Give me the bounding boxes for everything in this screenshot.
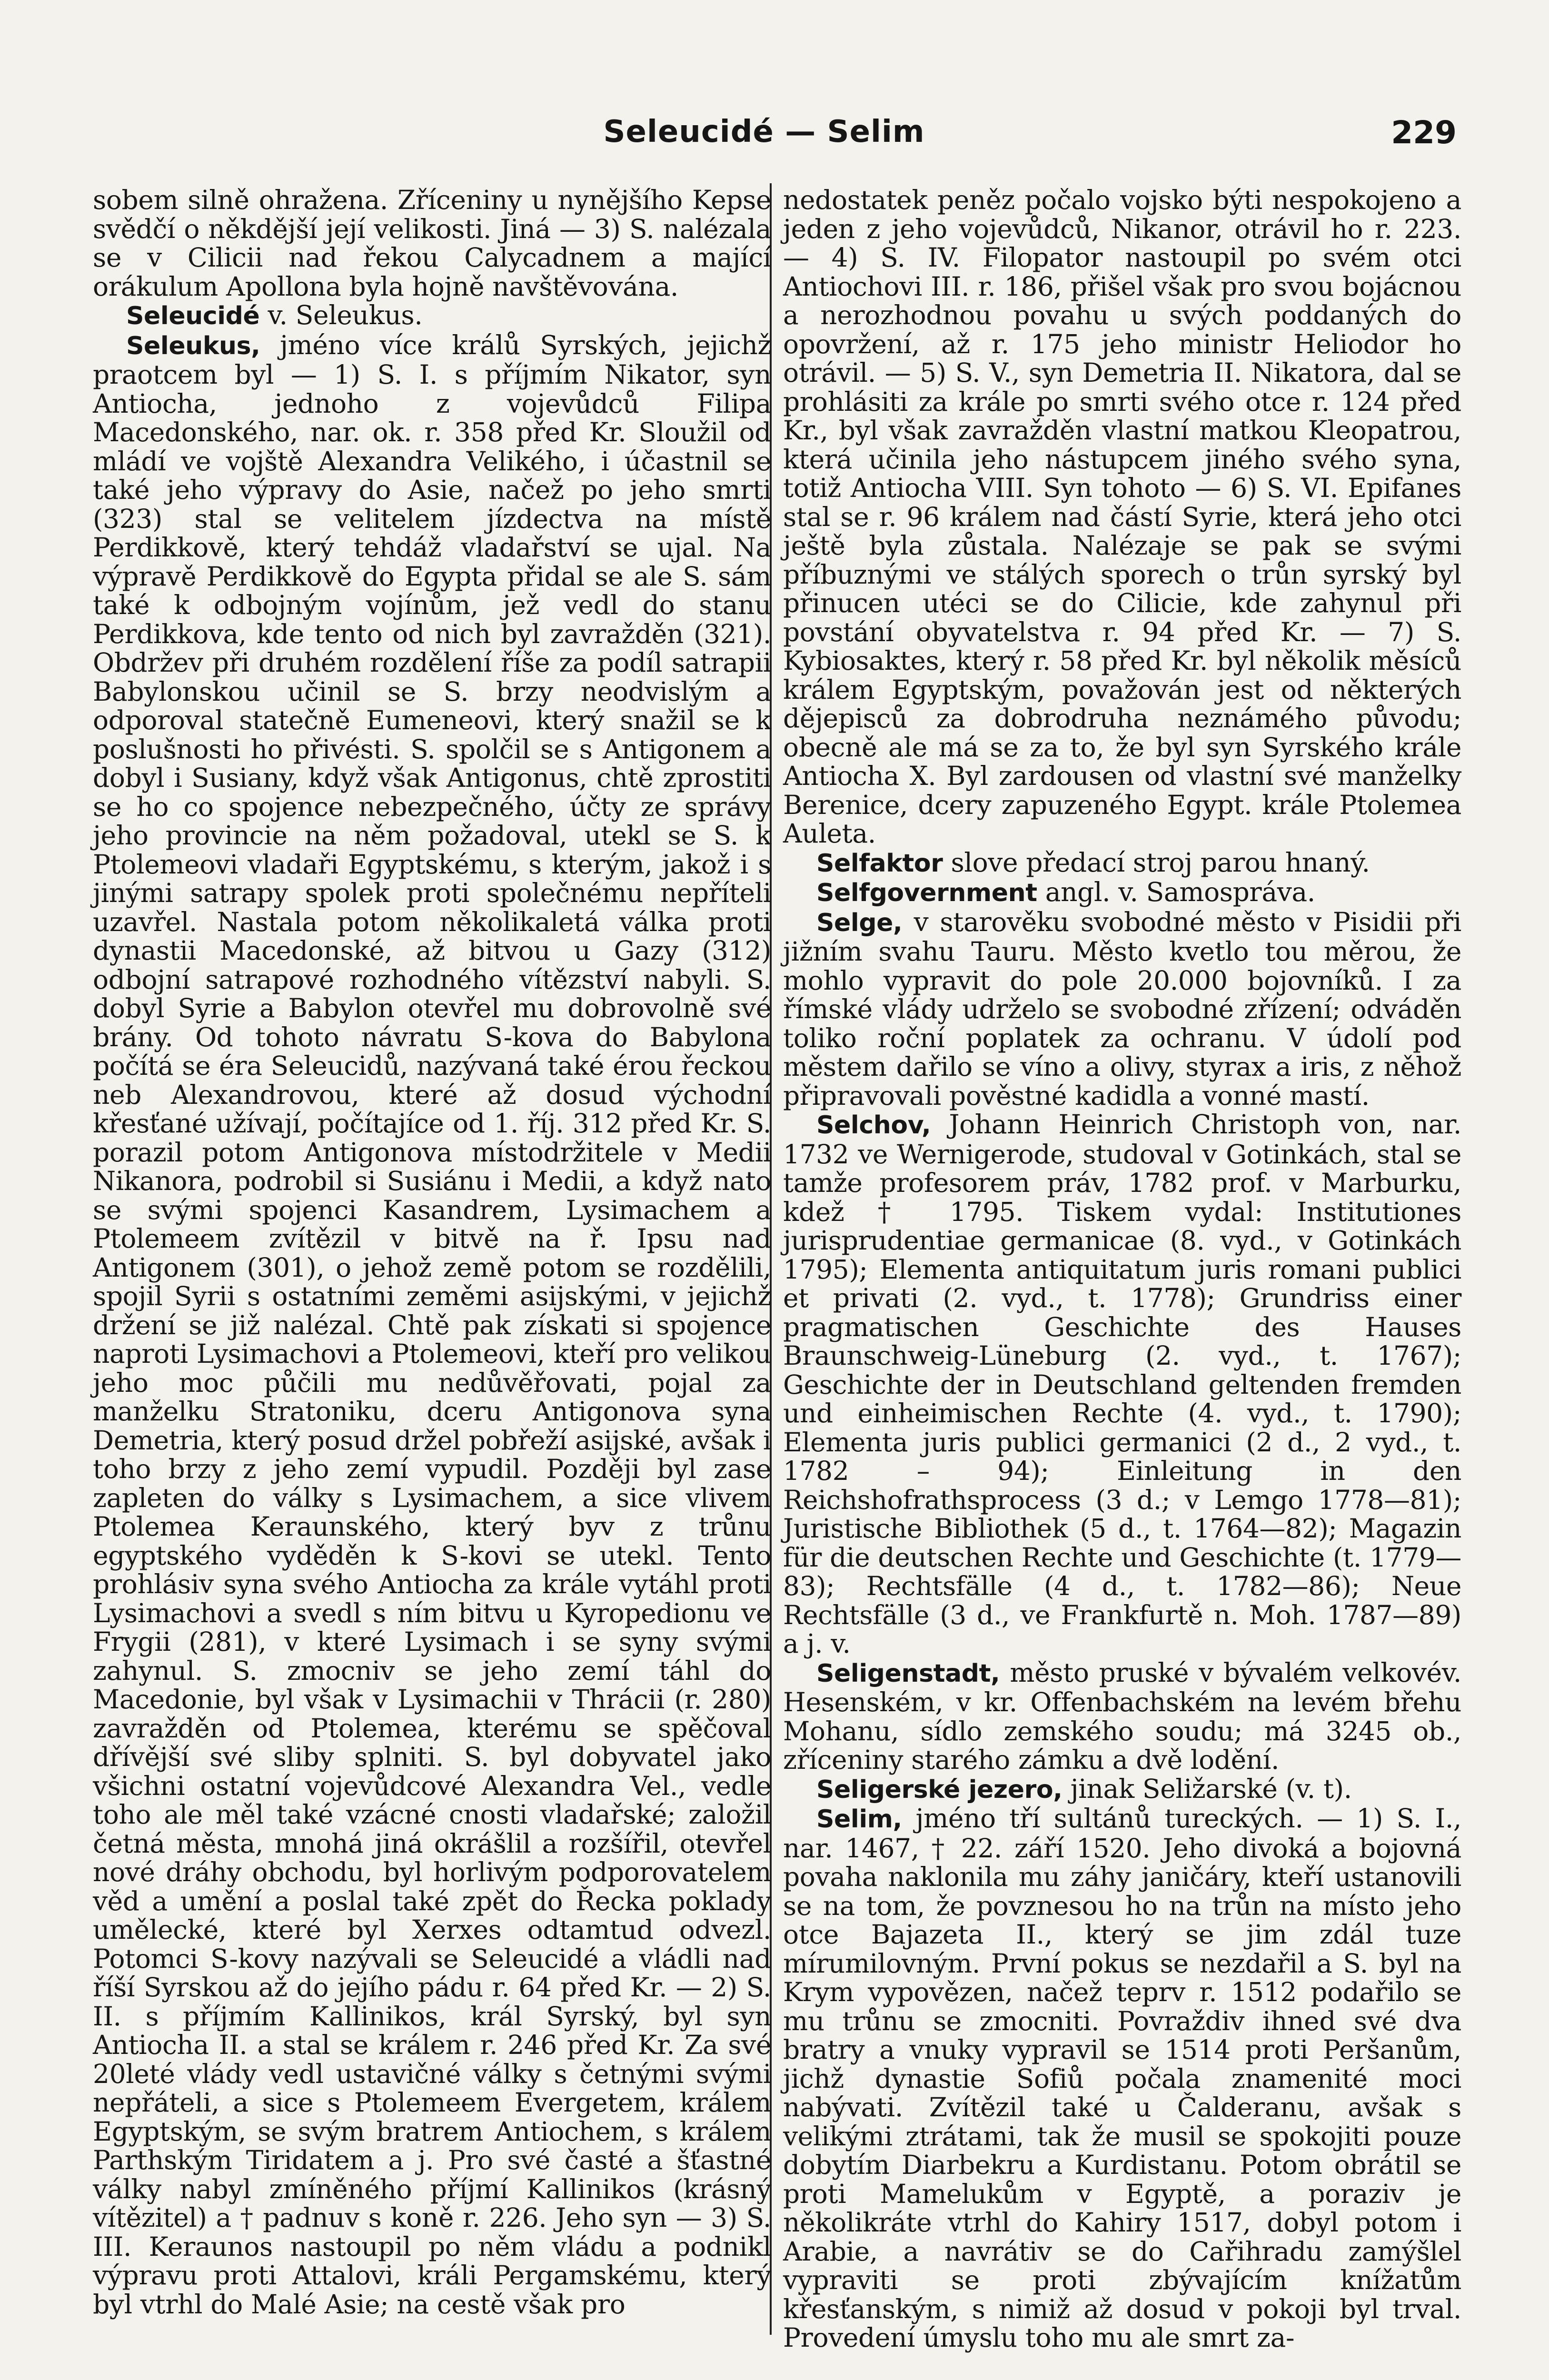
entry [783,1804,1461,2352]
entry [93,186,771,301]
entry-text: sobem silně ohražena. Zříceniny u nynějšího Kepse svědčí o někdější její velikosti. Jiná — 3) S. nalézala se v Cilicii nad řekou Calycadnem a mající orákulum Apollona byla hojně navštěvována. [93,185,771,302]
entry [783,1110,1461,1658]
entry-text: město pruské v bývalém velkovév. Hesenském, v kr. Offenbachském na levém břehu Mohanu, sídlo zemského soudu; má 3245 ob., zříceniny starého zámku a dvě lodění. [783,1657,1461,1775]
entry-text: jméno více králů Syrských, jejichž praotcem byl — 1) S. I. s příjmím Nikator, syn Antiocha, jednoho z vojevůdců Filipa Macedonského, nar. ok. r. 358 před Kr. Sloužil od mládí ve vojště Alexandra Velikého, i účastnil se také jeho výpravy do Asie, načež po jeho smrti (323) stal se velitelem jízdectva na místě Perdikkově, který tehdáž vladařství se ujal. Na výpravě Perdikkově do Egypta přidal se ale S. sám také k odbojným vojínům, jež vedl do stanu Perdikkova, kde tento od nich byl zavražděn (321). Obdržev při druhém rozdělení říše za podíl satrapii Babylonskou učinil se S. brzy neodvislým a odporoval statečně Eumeneovi, který snažil se k poslušnosti ho přivésti. S. spolčil se s Antigonem a dobyl i Susiany, když však Antigonus, chtě zprostiti se ho co spojence nebezpečného, účty ze správy jeho provincie na něm požadoval, utekl se S. k Ptolemeovi vladaři Egyptskému, s kterým, jakož i s jinými satrapy spolek proti společnému nepříteli uzavřel. Nastala potom několikaletá válka proti dynastii Macedonské, až bitvou u Gazy (312) odbojní satrapové rozhodného vítězství nabyli. S. dobyl Syrie a Babylon otevřel mu dobrovolně své brány. Od tohoto návratu S-kova do Babylona počítá se éra Seleucidů, nazývaná také érou řeckou neb Alexandrovou, které až dosud východní křesťané užívají, počítajíce od 1. říj. 312 před Kr. S. porazil potom Antigonova místodržitele v Medii Nikanora, podrobil si Susiánu i Medii, a když nato se svými spojenci Kasandrem, Lysimachem a Ptolemeem zvítězil v bitvě na ř. Ipsu nad Antigonem (301), o jehož země potom se rozdělili, spojil Syrii s ostatními zeměmi asijskými, v jejichž držení se již nalézal. Chtě pak získati si spojence naproti Lysimachovi a Ptolemeovi, kteří pro velikou jeho moc půčili mu nedůvěřovati, pojal za manželku Stratoniku, dceru Antigonova syna Demetria, který posud držel pobřeží asijské, avšak i toho brzy z jeho zemí vypudil. Později byl zase zapleten do války s Lysimachem, a sice vlivem Ptolemea Keraunského, který byv z trůnu egyptského vyděděn k S-kovi se utekl. Tento prohlásiv syna svého Antiocha za krále vytáhl proti Lysimachovi a svedl s ním bitvu u Kyropedionu ve Frygii (281), v které Lysimach i se syny svými zahynul. S. zmocniv se jeho zemí táhl do Macedonie, byl však v Lysimachii v Thrácii (r. 280) zavražděn od Ptolemea, kterému se spěčoval dřívější své sliby splniti. S. byl dobyvatel jako všichni ostatní vojevůdcové Alexandra Vel., vedle toho ale měl také vzácné cnosti vladařské; založil četná města, mnohá jiná okrášlil a rozšířil, otevřel nové dráhy obchodu, byl horlivým podporovatelem věd a umění a poslal také zpět do Řecka poklady umělecké, které byl Xerxes odtamtud odvezl. Potomci S-kovy nazývali se Seleucidé a vládli nad říší Syrskou až do jejího pádu r. 64 před Kr. — 2) S. II. s příjmím Kallinikos, král Syrský, byl syn Antiocha II. a stal se králem r. 246 před Kr. Za své 20leté vlády vedl ustavičné války s četnými svými nepřáteli, a sice s Ptolemeem Evergetem, králem Egyptským, se svým bratrem Antiochem, s králem Parthským Tiridatem a j. Pro své časté a šťastné války nabyl zmíněného příjmí Kallinikos (krásný vítězitel) a † padnuv s koně r. 226. Jeho syn — 3) S. III. Keraunos nastoupil po něm vládu a podnikl výpravu proti Attalovi, králi Pergamskému, který byl vtrhl do Malé Asie; na cestě však pro [93,329,771,2320]
entry [783,878,1461,908]
entry-headword: Seleukus, [126,331,260,360]
entry [93,331,771,2319]
entry-text: Johann Heinrich Christoph von, nar. 1732 ve Wernigerode, studoval v Gotinkách, stal se tamže profesorem práv, 1782 prof. v Marburku, kdež † 1795. Tiskem vydal: Institutiones jurisprudentiae germanicae (8. vyd., v Gotinkách 1795); Elementa antiquitatum juris romani publici et privati (2. vyd., t. 1778); Grundriss einer pragmatischen Geschichte des Hauses Braunschweig-Lüneburg (2. vyd., t. 1767); Geschichte der in Deutschland geltenden fremden und einheimischen Rechte (4. vyd., t. 1790); Elementa juris publici germanici (2 d., 2 vyd., t. 1782 – 94); Einleitung in den Reichshofrathsprocess (3 d.; v Lemgo 1778—81); Juristische Bibliothek (5 d., t. 1764—82); Magazin für die deutschen Rechte und Geschichte (t. 1779—83); Rechtsfälle (4 d., t. 1782—86); Neue Rechtsfälle (3 d., ve Frankfurtě n. Moh. 1787—89) a j. v. [783,1109,1461,1659]
left-column [93,186,771,2337]
entry-text: angl. v. Samospráva. [1045,877,1315,907]
entry [783,1775,1461,1805]
entry [783,1658,1461,1775]
entry-headword: Selfaktor [816,849,943,878]
entry-headword: Selfgovernment [816,879,1037,907]
entry-headword: Selge, [816,908,903,937]
entry-text: slove předací stroj parou hnaný. [951,847,1370,878]
entry [783,848,1461,878]
entry-headword: Selchov, [816,1111,931,1140]
entry-text: jméno tří sultánů tureckých. — 1) S. I., nar. 1467, † 22. září 1520. Jeho divoká a bojovná povaha naklonila mu záhy janičáry, kteří ustanovili se na tom, že povznesou ho na trůn na místo jeho otce Bajazeta II., který se jim zdál tuze mírumilovným. První pokus se nezdařil a S. byl na Krym vypovězen, načež teprv r. 1512 podařilo se mu trůnu se zmocniti. Povraždiv ihned své dva bratry a vnuky vypravil se 1514 proti Peršanům, jichž dynastie Sofiů počala znamenité moci nabývati. Zvítězil také u Čalderanu, avšak s velikými ztrátami, tak že musil se spokojiti pouze dobytím Diarbekru a Kurdistanu. Potom obrátil se proti Mamelukům v Egyptě, a poraziv je několikráte vtrhl do Kahiry 1517, dobyl potom i Arabie, a navrátiv se do Cařihradu zamýšlel vypraviti se proti zbývajícím knížatům křesťanským, s nimiž až dosud v pokoji byl trval. Provedení úmyslu toho mu ale smrt za- [783,1803,1461,2353]
entry [783,186,1461,848]
running-head: Seleucidé — Selim [603,114,925,149]
entry-text: v starověku svobodné město v Pisidii při jižním svahu Tauru. Město kvetlo tou měrou, že mohlo vypravit do pole 20.000 bojovníků. I za římské vlády udrželo se svobodné zřízení; odváděn toliko roční poplatek za ochranu. V údolí pod městem dařilo se víno a olivy, styrax a iris, z něhož připravovali pověstné kadidla a vonné mastí. [783,906,1462,1111]
entry-headword: Seligenstadt, [816,1659,1000,1688]
page-header [71,114,1457,167]
entry-text: nedostatek peněz počalo vojsko býti nespokojeno a jeden z jeho vojevůdců, Nikanor, otrávil ho r. 223. — 4) S. IV. Filopator nastoupil po svém otci Antiochovi III. r. 186, přišel však pro svou bojácnou a nerozhodnou povahu u svých poddaných do opovržení, až r. 175 jeho ministr Heliodor ho otrávil. — 5) S. V., syn Demetria II. Nikatora, dal se prohlásiti za krále po smrti svého otce r. 124 před Kr., byl však zavražděn vlastní matkou Kleopatrou, která učinila jeho nástupcem jiného svého syna, totiž Antiocha VIII. Syn tohoto — 6) S. VI. Epifanes stal se r. 96 králem nad částí Syrie, která jeho otci ještě byla zůstala. Nalézaje se pak se svými příbuznými ve stálých sporech o trůn syrský byl přinucen utéci se do Cilicie, kde zahynul při povstání obyvatelstva r. 94 před Kr. — 7) S. Kybiosaktes, který r. 58 před Kr. byl několik měsíců králem Egyptským, považován jest od některých dějepisců za dobrodruha neznámého původu; obecně ale má se za to, že byl syn Syrského krále Antiocha X. Byl zardousen od vlastní své manželky Berenice, dcery zapuzeného Egypt. krále Ptolemea Auleta. [783,185,1461,849]
entry-headword: Selim, [816,1805,902,1834]
entry [783,908,1461,1111]
entry [93,301,771,331]
right-column [783,185,1462,2353]
entry-text: v. Seleukus. [268,300,423,330]
page-number: 229 [1391,114,1457,151]
entry-headword: Seligerské jezero, [816,1775,1062,1804]
entry-text: jinak Seližarské (v. t). [1070,1773,1352,1804]
entry-headword: Seleucidé [126,302,260,330]
